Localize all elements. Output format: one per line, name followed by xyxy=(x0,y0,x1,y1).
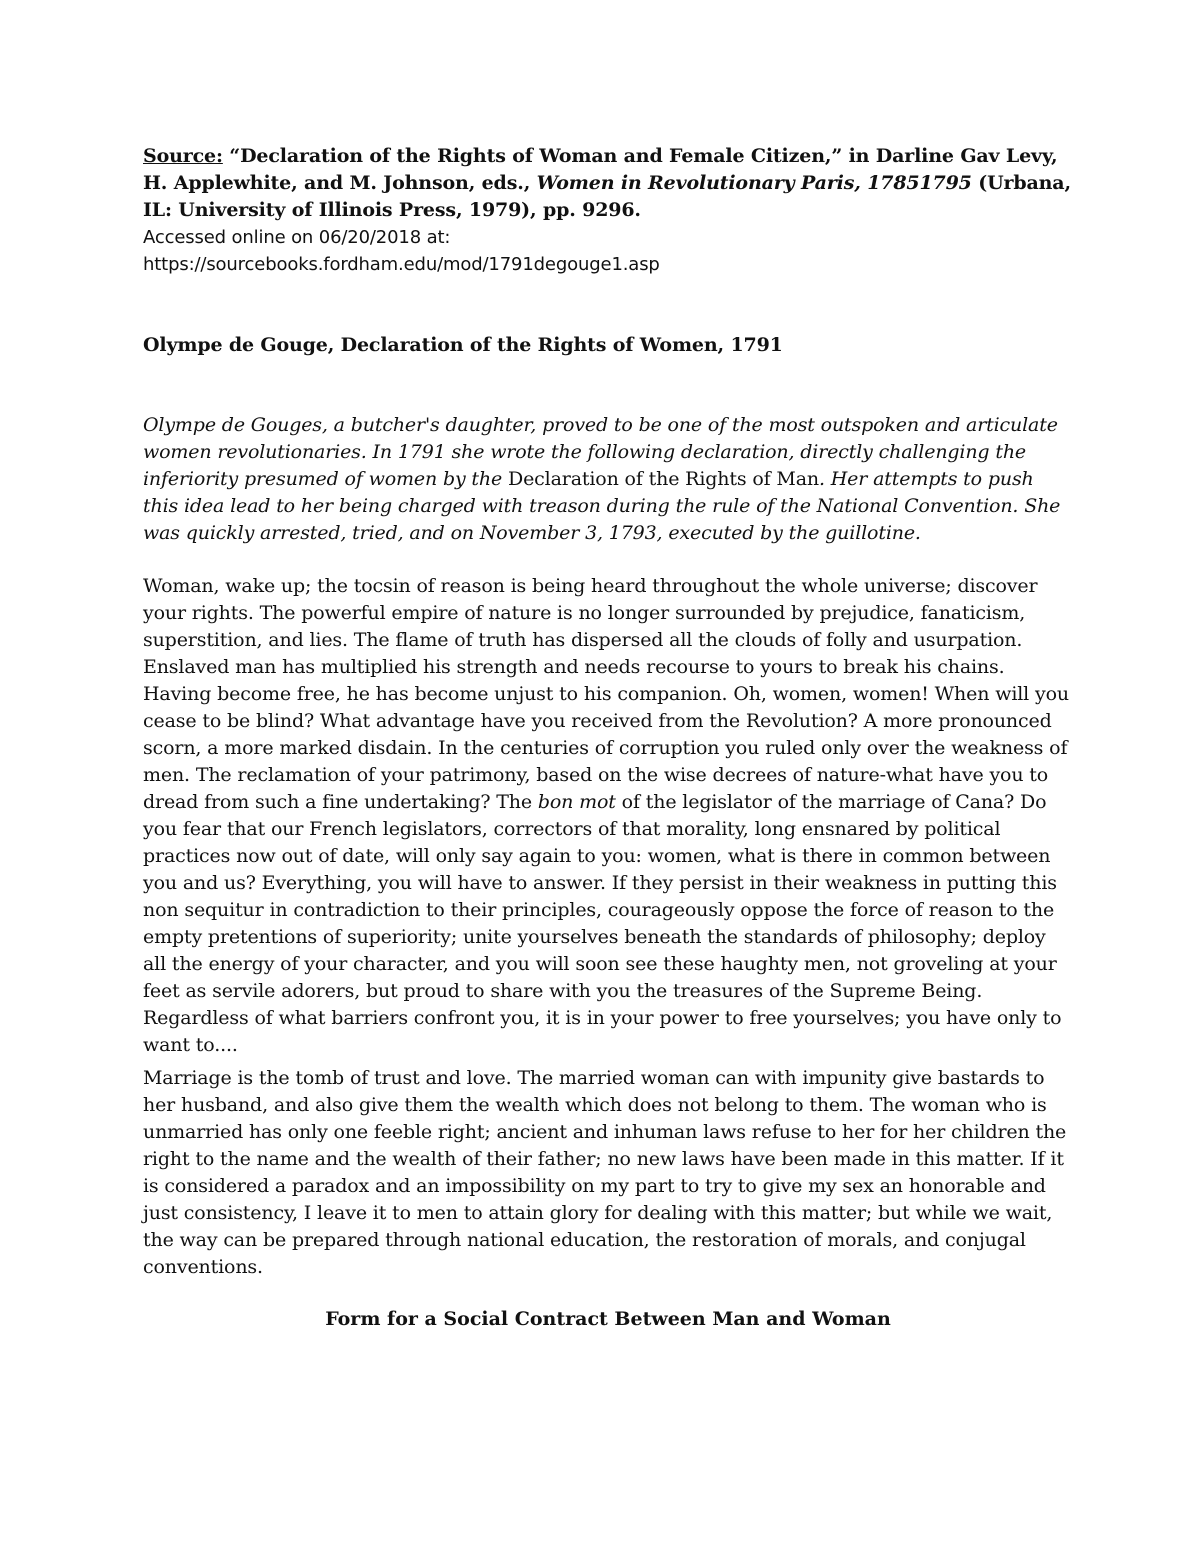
paragraph1-italic: bon mot xyxy=(537,791,616,813)
body-paragraph-2: Marriage is the tomb of trust and love. The married woman can with impunity give bastards to her husband, and also give them the wealth which does not belong to them. The woman who is unmarried has only one feeble right; ancient and inhuman laws refuse to her for her children the right to the name and the wealth of their father; no new laws have been made in this matter. If it is considered a paradox and an impossibility on my part to try to give my sex an honorable and just consistency, I leave it to men to attain glory for dealing with this matter; but while we wait, the way can be prepared through national education, the restoration of morals, and conjugal conventions. xyxy=(143,1067,1067,1278)
paragraph1-text-1: Woman, wake up; the tocsin of reason is being heard throughout the whole universe; discover your rights. The powerful empire of nature is no longer surrounded by prejudice, fanaticism, superstition, and lies. The flame of truth has dispersed all the clouds of folly and usurpation. Enslaved man has multiplied his strength and needs recourse to yours to break his chains. Having become free, he has become unjust to his companion. Oh, women, women! When will you cease to be blind? What advantage have you received from the Revolution? A more pronounced scorn, a more marked disdain. In the centuries of corruption you ruled only over the weakness of men. The reclamation of your patrimony, based on the wise decrees of nature-what have you to dread from such a fine undertaking? The xyxy=(143,575,1069,813)
source-url[interactable]: https://sourcebooks.fordham.edu/mod/1791degouge1.asp xyxy=(143,254,660,275)
section-subtitle: Form for a Social Contract Between Man and Woman xyxy=(325,1308,891,1330)
citation-text-2: (Urbana, IL: University of Illinois Press, 1979), pp. 9296. xyxy=(143,172,1071,221)
source-label: Source: xyxy=(143,145,223,167)
intro-text-2: . Her attempts to push this idea lead to her being charged with treason during the rule of the National Convention. She was quickly arrested, tried, and on November 3, 1793, executed by the guillotine. xyxy=(143,468,1061,544)
document-title: Olympe de Gouge, Declaration of the Rights of Women, 1791 xyxy=(143,334,783,356)
citation-text-1: “Declaration of the Rights of Woman and Female Citizen,” in Darline Gav Levy, H. Applewhite, and M. Johnson, eds., xyxy=(143,145,1058,194)
intro-declaration-name: Declaration of the Rights of Man xyxy=(508,468,819,490)
body-paragraph-1 xyxy=(143,573,1073,1059)
intro-paragraph xyxy=(143,412,1073,547)
book-title: Women in Revolutionary Paris, 17851795 xyxy=(536,172,972,194)
paragraph1-text-2: of the legislator of the marriage of Cana? Do you fear that our French legislators, correctors of that morality, long ensnared by political practices now out of date, will only say again to you: women, what is there in common between you and us? Everything, you will have to answer. If they persist in their weakness in putting this non sequitur in contradiction to their principles, courageously oppose the force of reason to the empty pretentions of superiority; unite yourselves beneath the standards of philosophy; deploy all the energy of your character, and you will soon see these haughty men, not groveling at your feet as servile adorers, but proud to share with you the treasures of the Supreme Being. Regardless of what barriers confront you, it is in your power to free yourselves; you have only to want to.... xyxy=(143,791,1062,1056)
intro-text-1: Olympe de Gouges, a butcher's daughter, proved to be one of the most outspoken and articulate women revolutionaries. In 1791 she wrote the following declaration, directly challenging the inferiority presumed of women by the xyxy=(143,414,1058,490)
accessed-line: Accessed online on 06/20/2018 at: xyxy=(143,227,451,248)
source-citation xyxy=(143,143,1073,278)
